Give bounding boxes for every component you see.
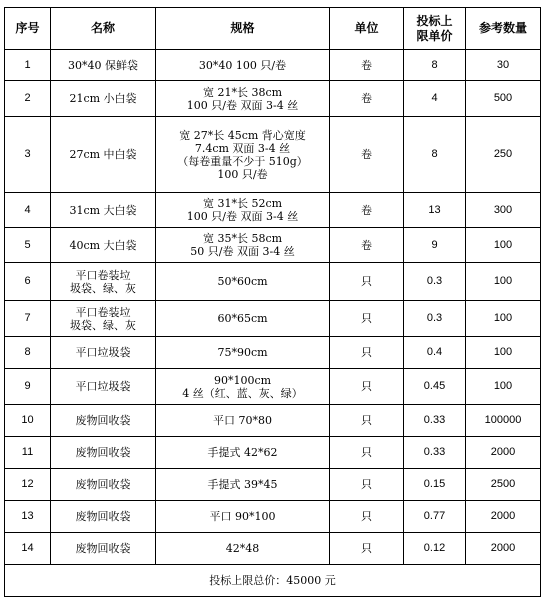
cell-name — [51, 501, 156, 533]
cell-spec — [156, 228, 330, 263]
header-price — [404, 8, 466, 50]
table-row — [5, 193, 541, 228]
cell-spec-line: 平口 90*100 — [209, 510, 276, 523]
cell-unit: 只 — [330, 533, 404, 565]
cell-name-line: 平口垃圾袋 — [75, 380, 131, 393]
cell-unit: 卷 — [330, 193, 404, 228]
cell-no: 9 — [5, 369, 51, 405]
cell-qty: 100 — [466, 263, 541, 301]
cell-spec-line: 宽 27*长 45cm 背心宽度 — [179, 128, 306, 142]
table-row — [5, 405, 541, 437]
cell-no: 2 — [5, 81, 51, 117]
cell-no: 14 — [5, 533, 51, 565]
cell-spec — [156, 301, 330, 337]
cell-name — [51, 263, 156, 301]
cell-name — [51, 117, 156, 193]
cell-spec — [156, 337, 330, 369]
cell-spec-line: 30*40 100 只/卷 — [198, 58, 287, 72]
cell-spec-line: 100 只/卷 双面 3-4 丝 — [186, 210, 299, 223]
cell-no: 8 — [5, 337, 51, 369]
cell-name-line: 平口垃圾袋 — [75, 346, 131, 359]
cell-qty: 100 — [466, 369, 541, 405]
cell-spec — [156, 469, 330, 501]
cell-name-line: 废物回收袋 — [75, 542, 131, 555]
cell-spec — [156, 81, 330, 117]
cell-unit: 只 — [330, 301, 404, 337]
table-row — [5, 117, 541, 193]
cell-spec — [156, 117, 330, 193]
header-row — [5, 8, 541, 50]
cell-spec — [156, 405, 330, 437]
total-price: 投标上限总价：45000 元 — [5, 565, 541, 597]
cell-price: 8 — [404, 50, 466, 81]
cell-name-line: 21cm 小白袋 — [69, 92, 137, 105]
cell-name — [51, 301, 156, 337]
cell-spec-line: 平口 70*80 — [213, 414, 272, 427]
cell-no: 5 — [5, 228, 51, 263]
cell-spec-line: 50 只/卷 双面 3-4 丝 — [190, 245, 295, 258]
cell-spec-line: 手提式 42*62 — [207, 446, 278, 459]
cell-spec-line: 42*48 — [225, 542, 260, 555]
cell-spec-line: 90*100cm — [213, 373, 272, 387]
header-name: 名称 — [51, 8, 156, 50]
cell-qty: 2500 — [466, 469, 541, 501]
cell-spec-line: 60*65cm — [217, 312, 268, 325]
cell-qty: 250 — [466, 117, 541, 193]
cell-name — [51, 405, 156, 437]
table-row — [5, 263, 541, 301]
cell-unit: 只 — [330, 469, 404, 501]
cell-price: 0.12 — [404, 533, 466, 565]
table-row — [5, 469, 541, 501]
cell-price: 0.45 — [404, 369, 466, 405]
cell-no: 6 — [5, 263, 51, 301]
cell-spec-line: 宽 21*长 38cm — [202, 85, 283, 99]
cell-name-line: 废物回收袋 — [75, 478, 131, 491]
cell-spec — [156, 369, 330, 405]
cell-spec-line: 宽 35*长 58cm — [202, 232, 283, 245]
header-price-line1: 投标上 — [416, 13, 453, 28]
cell-name — [51, 437, 156, 469]
cell-no: 1 — [5, 50, 51, 81]
header-no: 序号 — [5, 8, 51, 50]
cell-unit: 只 — [330, 405, 404, 437]
cell-spec-line: 7.4cm 双面 3-4 丝 — [194, 141, 291, 155]
total-row — [5, 565, 541, 597]
cell-unit: 只 — [330, 263, 404, 301]
cell-unit: 只 — [330, 369, 404, 405]
cell-spec-line: 手提式 39*45 — [207, 478, 278, 491]
cell-name-line: 废物回收袋 — [75, 446, 131, 459]
cell-unit: 只 — [330, 337, 404, 369]
table-row — [5, 501, 541, 533]
cell-name-line: 平口卷装垃 — [75, 305, 131, 319]
cell-price: 0.33 — [404, 437, 466, 469]
cell-qty: 100 — [466, 301, 541, 337]
cell-spec — [156, 533, 330, 565]
cell-spec — [156, 437, 330, 469]
cell-unit: 卷 — [330, 228, 404, 263]
cell-no: 3 — [5, 117, 51, 193]
cell-unit: 卷 — [330, 50, 404, 81]
table-row — [5, 337, 541, 369]
cell-name — [51, 193, 156, 228]
cell-price: 4 — [404, 81, 466, 117]
cell-price: 8 — [404, 117, 466, 193]
cell-qty: 100000 — [466, 405, 541, 437]
cell-name-line: 30*40 保鲜袋 — [68, 58, 138, 72]
table-row — [5, 369, 541, 405]
cell-qty: 30 — [466, 50, 541, 81]
cell-name-line: 废物回收袋 — [75, 510, 131, 523]
cell-spec-line: 100 只/卷 双面 3-4 丝 — [186, 98, 299, 112]
cell-name — [51, 533, 156, 565]
cell-name-line: 圾袋、绿、灰 — [70, 318, 136, 332]
cell-spec-line: （每卷重量不少于 510g） — [177, 154, 308, 168]
cell-unit: 卷 — [330, 117, 404, 193]
cell-no: 13 — [5, 501, 51, 533]
header-spec: 规格 — [156, 8, 330, 50]
cell-spec-line: 100 只/卷 — [217, 167, 268, 181]
cell-qty: 100 — [466, 337, 541, 369]
bid-price-table — [4, 7, 541, 597]
cell-price: 0.15 — [404, 469, 466, 501]
cell-price: 9 — [404, 228, 466, 263]
table-body — [5, 50, 541, 565]
cell-spec-line: 50*60cm — [217, 275, 268, 288]
cell-unit: 只 — [330, 437, 404, 469]
header-unit: 单位 — [330, 8, 404, 50]
cell-price: 0.3 — [404, 263, 466, 301]
cell-price: 13 — [404, 193, 466, 228]
cell-price: 0.77 — [404, 501, 466, 533]
cell-name — [51, 337, 156, 369]
cell-unit: 只 — [330, 501, 404, 533]
cell-no: 10 — [5, 405, 51, 437]
cell-spec — [156, 263, 330, 301]
cell-name-line: 31cm 大白袋 — [69, 203, 137, 217]
cell-no: 12 — [5, 469, 51, 501]
table-row — [5, 301, 541, 337]
cell-no: 11 — [5, 437, 51, 469]
cell-name — [51, 369, 156, 405]
header-qty: 参考数量 — [466, 8, 541, 50]
cell-name — [51, 469, 156, 501]
cell-price: 0.33 — [404, 405, 466, 437]
cell-name — [51, 228, 156, 263]
cell-name-line: 圾袋、绿、灰 — [70, 281, 136, 295]
cell-price: 0.4 — [404, 337, 466, 369]
cell-qty: 2000 — [466, 533, 541, 565]
cell-name-line: 平口卷装垃 — [75, 268, 131, 282]
cell-name — [51, 81, 156, 117]
cell-qty: 500 — [466, 81, 541, 117]
cell-spec-line: 宽 31*长 52cm — [202, 197, 283, 210]
table-row — [5, 50, 541, 81]
cell-name-line: 27cm 中白袋 — [69, 148, 137, 161]
cell-spec — [156, 501, 330, 533]
cell-name-line: 40cm 大白袋 — [69, 238, 137, 252]
cell-spec — [156, 193, 330, 228]
cell-name-line: 废物回收袋 — [75, 414, 131, 427]
cell-name — [51, 50, 156, 81]
cell-no: 4 — [5, 193, 51, 228]
cell-unit: 卷 — [330, 81, 404, 117]
cell-qty: 2000 — [466, 501, 541, 533]
cell-qty: 100 — [466, 228, 541, 263]
cell-qty: 2000 — [466, 437, 541, 469]
table-row — [5, 533, 541, 565]
cell-spec-line: 4 丝（红、蓝、灰、绿） — [182, 386, 303, 400]
table-row — [5, 81, 541, 117]
cell-qty: 300 — [466, 193, 541, 228]
cell-spec-line: 75*90cm — [217, 346, 268, 359]
table-row — [5, 228, 541, 263]
table-row — [5, 437, 541, 469]
header-price-line2: 限单价 — [416, 28, 453, 43]
cell-price: 0.3 — [404, 301, 466, 337]
cell-no: 7 — [5, 301, 51, 337]
cell-spec — [156, 50, 330, 81]
